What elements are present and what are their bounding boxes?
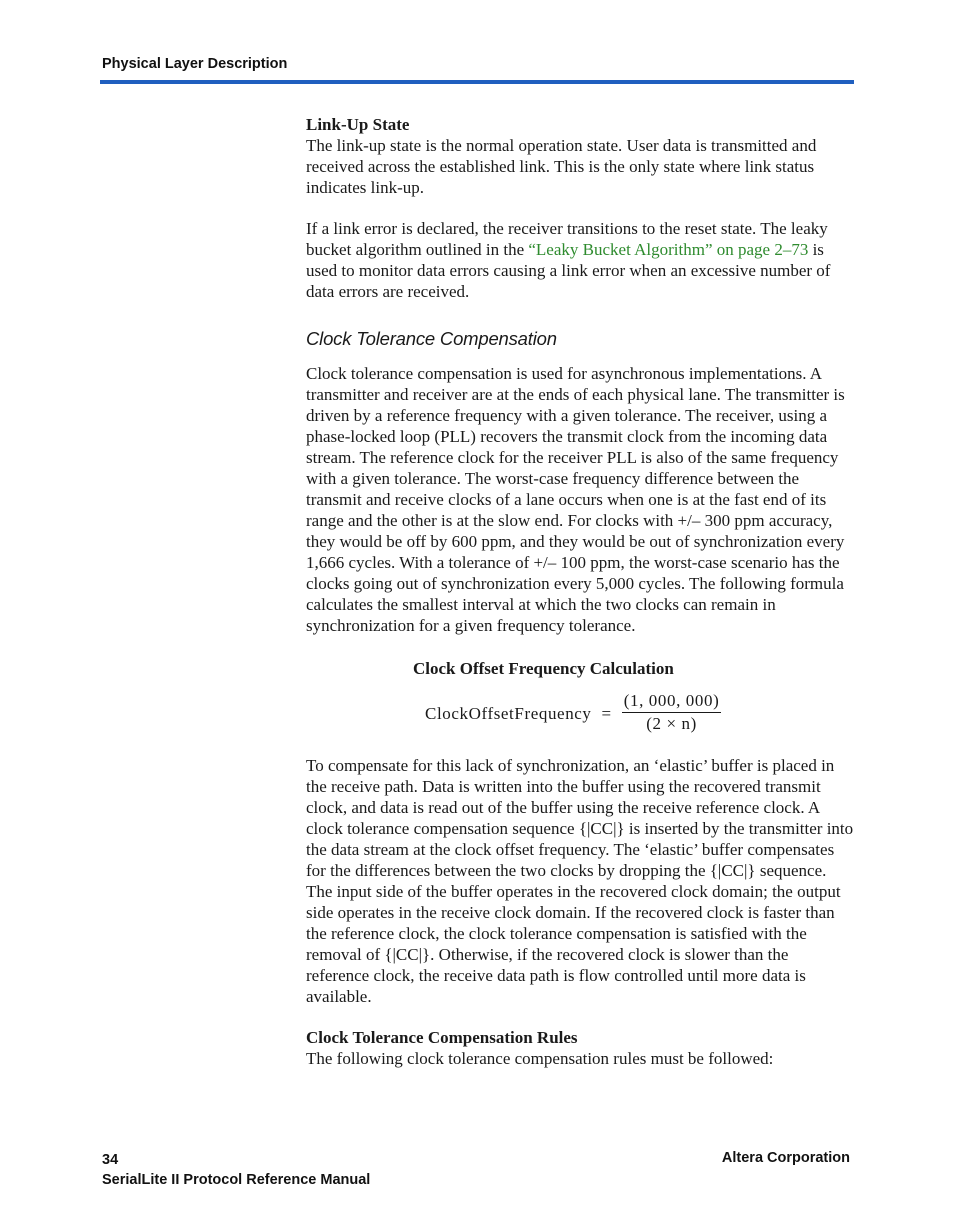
section-heading: Clock Tolerance Compensation	[306, 328, 557, 349]
formula-lhs: ClockOffsetFrequency	[425, 703, 592, 723]
page-body	[306, 114, 854, 1069]
running-header: Physical Layer Description	[102, 56, 288, 72]
linkup-p2-text-a: If a link error is declared, the receiver transitions to the reset state. The leaky bucket algorithm outlined in the	[306, 219, 828, 259]
formula	[425, 691, 854, 735]
linkup-heading: Link-Up State	[306, 115, 410, 134]
spacer	[306, 1007, 854, 1027]
linkup-p2-text-b: is used to monitor data errors causing a link error when an excessive number of data errors are received.	[306, 240, 831, 301]
linkup-paragraph-1: The link-up state is the normal operation state. User data is transmitted and received across the established link. This is the only state where link status indicates link-up.	[306, 136, 817, 197]
formula-fraction	[622, 691, 722, 735]
header-rule	[100, 80, 854, 84]
footer-left	[102, 1150, 370, 1190]
manual-title: SerialLite II Protocol Reference Manual	[102, 1172, 371, 1188]
linkup-paragraph-2	[306, 218, 854, 302]
formula-denominator: (2 × n)	[646, 714, 697, 733]
page-number: 34	[102, 1152, 119, 1168]
clock-paragraph-2: To compensate for this lack of synchronization, an ‘elastic’ buffer is placed in the receive path. Data is written into the buffer using the recovered transmit clock, and data is read out of the buffer using the receive reference clock. A clock tolerance compensation sequence {|CC|} is inserted by the transmitter into the data stream at the clock offset frequency. The ‘elastic’ buffer compensates for the differences between the two clocks by dropping the {|CC|} sequence. The input side of the buffer operates in the recovered clock domain; the output side operates in the receive clock domain. If the recovered clock is faster than the reference clock, the clock tolerance compensation is satisfied with the removal of {|CC|}. Otherwise, if the recovered clock is slower than the reference clock, the receive data path is flow controlled until more data is available.	[306, 756, 854, 1006]
rules-heading: Clock Tolerance Compensation Rules	[306, 1028, 578, 1047]
formula-equals: =	[601, 703, 612, 723]
formula-caption: Clock Offset Frequency Calculation	[413, 659, 674, 678]
formula-numerator: (1, 000, 000)	[622, 691, 722, 713]
leaky-bucket-link[interactable]: “Leaky Bucket Algorithm” on page 2–73	[528, 240, 809, 259]
company-name: Altera Corporation	[721, 1150, 850, 1166]
rules-paragraph: The following clock tolerance compensation rules must be followed:	[306, 1049, 774, 1068]
clock-paragraph-1: Clock tolerance compensation is used for asynchronous implementations. A transmitter and receiver are at the ends of each physical lane. The transmitter is driven by a reference frequency with a given tolerance. The receiver, using a phase-locked loop (PLL) recovers the transmit clock from the incoming data stream. The reference clock for the receiver PLL is also of the same frequency with a given tolerance. The worst-case frequency difference between the transmit and receive clocks of a lane occurs when one is at the fast end of its range and the other is at the slow end. For clocks with +/– 300 ppm accuracy, they would be off by 600 ppm, and they would be out of synchronization every 1,666 cycles. With a tolerance of +/– 100 ppm, the worst-case scenario has the clocks going out of synchronization every 5,000 cycles. The following formula calculates the smallest interval at which the two clocks can remain in synchronization for a given frequency tolerance.	[306, 364, 845, 635]
spacer	[306, 198, 854, 218]
